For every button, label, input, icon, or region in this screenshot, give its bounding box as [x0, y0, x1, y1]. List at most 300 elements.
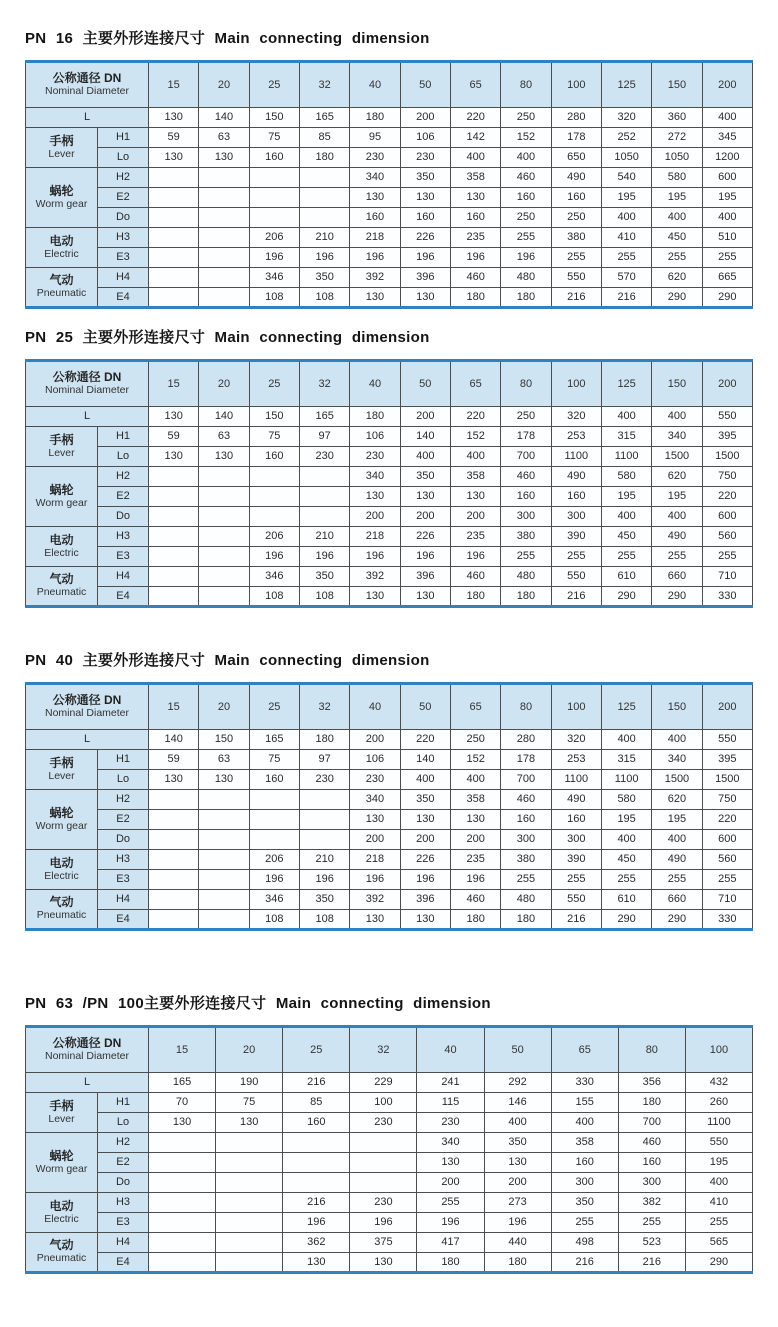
dimension-value-cell: 108 — [299, 288, 349, 308]
dimension-value-cell — [149, 850, 199, 870]
group-label-cell — [26, 890, 98, 930]
dn-column-header: 100 — [685, 1027, 752, 1073]
dimension-value-cell: 253 — [551, 427, 601, 447]
table-row-E4 — [26, 910, 753, 930]
param-label-H1: H1 — [98, 427, 149, 447]
dimension-value-cell: 356 — [618, 1073, 685, 1093]
dimension-value-cell: 230 — [350, 148, 400, 168]
dimension-value-cell: 130 — [400, 288, 450, 308]
dimension-value-cell: 410 — [685, 1193, 752, 1213]
group-label-cell — [26, 168, 98, 228]
dimension-value-cell: 700 — [501, 770, 551, 790]
dimension-value-cell: 1100 — [551, 770, 601, 790]
dimension-value-cell: 130 — [199, 770, 249, 790]
dimension-value-cell: 200 — [400, 507, 450, 527]
label-english: Lever — [48, 769, 75, 782]
dimension-value-cell: 1500 — [702, 770, 752, 790]
row-label-L: L — [26, 1073, 149, 1093]
dimension-value-cell: 130 — [450, 810, 500, 830]
dimension-value-cell — [149, 870, 199, 890]
table-row-H1 — [26, 128, 753, 148]
dimension-value-cell: 510 — [702, 228, 752, 248]
dimension-value-cell: 108 — [299, 587, 349, 607]
dimension-value-cell: 396 — [400, 268, 450, 288]
dimension-value-cell: 320 — [551, 730, 601, 750]
dimension-value-cell — [199, 527, 249, 547]
nominal-diameter-header-cell — [26, 62, 149, 108]
table-row-H2 — [26, 467, 753, 487]
dimension-value-cell: 200 — [350, 830, 400, 850]
label-english: Nominal Diameter — [44, 384, 130, 397]
dimension-value-cell: 59 — [149, 128, 199, 148]
param-label-Do: Do — [98, 208, 149, 228]
dimension-value-cell: 165 — [299, 407, 349, 427]
dimension-value-cell: 216 — [283, 1073, 350, 1093]
dimension-value-cell: 250 — [501, 208, 551, 228]
dn-column-header: 65 — [551, 1027, 618, 1073]
dimension-value-cell: 1500 — [652, 770, 702, 790]
dimension-value-cell: 346 — [249, 890, 299, 910]
label-chinese: 气动 — [49, 1238, 74, 1253]
dimension-value-cell — [199, 567, 249, 587]
param-label-H3: H3 — [98, 850, 149, 870]
dimension-value-cell: 400 — [702, 208, 752, 228]
dimension-value-cell — [249, 188, 299, 208]
dimension-value-cell — [199, 587, 249, 607]
dimension-value-cell: 665 — [702, 268, 752, 288]
dimension-value-cell: 160 — [249, 447, 299, 467]
dimension-value-cell — [149, 1213, 216, 1233]
dimension-value-cell: 450 — [652, 228, 702, 248]
dimension-value-cell: 358 — [450, 467, 500, 487]
dimension-value-cell: 382 — [618, 1193, 685, 1213]
dimension-value-cell: 196 — [350, 547, 400, 567]
dimension-value-cell: 440 — [484, 1233, 551, 1253]
dimension-value-cell: 346 — [249, 567, 299, 587]
dimension-value-cell: 358 — [450, 168, 500, 188]
dn-column-header: 150 — [652, 684, 702, 730]
dimension-value-cell: 498 — [551, 1233, 618, 1253]
dn-column-header: 150 — [652, 361, 702, 407]
label-chinese: 公称通径 DN — [52, 71, 122, 86]
dimension-value-cell: 253 — [551, 750, 601, 770]
group-label-cell — [26, 790, 98, 850]
dimension-value-cell: 450 — [601, 850, 651, 870]
dimension-value-cell — [149, 790, 199, 810]
dimension-value-cell: 130 — [350, 188, 400, 208]
dimension-value-cell: 196 — [400, 870, 450, 890]
param-label-H2: H2 — [98, 467, 149, 487]
dimension-value-cell: 160 — [350, 208, 400, 228]
dimension-value-cell: 710 — [702, 890, 752, 910]
dimension-value-cell: 255 — [501, 228, 551, 248]
label-chinese: 手柄 — [49, 1098, 74, 1113]
dimension-value-cell: 229 — [350, 1073, 417, 1093]
dimension-value-cell: 346 — [249, 268, 299, 288]
table-row-Lo — [26, 1113, 753, 1133]
dimension-value-cell — [249, 208, 299, 228]
param-label-Lo: Lo — [98, 770, 149, 790]
dimension-value-cell: 160 — [249, 148, 299, 168]
dimension-value-cell — [149, 208, 199, 228]
dimension-value-cell: 540 — [601, 168, 651, 188]
dimension-value-cell: 130 — [199, 447, 249, 467]
dimension-value-cell: 400 — [652, 507, 702, 527]
label-english: Pneumatic — [36, 287, 87, 300]
dimension-value-cell: 130 — [450, 487, 500, 507]
dimension-value-cell: 160 — [400, 208, 450, 228]
group-label-cell — [26, 850, 98, 890]
dimension-value-cell — [199, 910, 249, 930]
label-chinese: 蜗轮 — [49, 183, 74, 198]
dimension-value-cell: 280 — [551, 108, 601, 128]
dimension-value-cell — [149, 910, 199, 930]
dimension-value-cell: 432 — [685, 1073, 752, 1093]
dimension-value-cell: 340 — [417, 1133, 484, 1153]
dimension-value-cell: 160 — [551, 487, 601, 507]
param-label-E4: E4 — [98, 587, 149, 607]
label-english: Nominal Diameter — [44, 1050, 130, 1063]
dimension-value-cell: 130 — [484, 1153, 551, 1173]
dimension-value-cell: 160 — [450, 208, 500, 228]
dimension-value-cell: 300 — [551, 507, 601, 527]
table-title-pn25: PN 25 主要外形连接尺寸 Main connecting dimension — [25, 329, 430, 346]
dimension-value-cell: 490 — [551, 168, 601, 188]
table-row-E4 — [26, 1253, 753, 1273]
dimension-value-cell: 210 — [299, 527, 349, 547]
table-row-Lo — [26, 148, 753, 168]
dimension-value-cell: 180 — [501, 587, 551, 607]
param-label-E2: E2 — [98, 1153, 149, 1173]
dimension-value-cell — [149, 1193, 216, 1213]
param-label-H3: H3 — [98, 527, 149, 547]
dimension-value-cell: 200 — [400, 407, 450, 427]
dimension-value-cell — [149, 507, 199, 527]
dimension-value-cell: 315 — [601, 750, 651, 770]
dimension-value-cell — [199, 228, 249, 248]
dimension-value-cell: 570 — [601, 268, 651, 288]
label-chinese: 蜗轮 — [49, 482, 74, 497]
table-row-H2 — [26, 1133, 753, 1153]
dimension-value-cell: 130 — [400, 910, 450, 930]
dimension-value-cell — [249, 168, 299, 188]
dimension-value-cell: 290 — [601, 910, 651, 930]
dn-column-header: 25 — [249, 361, 299, 407]
dn-column-header: 15 — [149, 62, 199, 108]
dn-column-header: 20 — [199, 62, 249, 108]
dimension-value-cell: 710 — [702, 567, 752, 587]
pn16-section — [25, 30, 753, 309]
dimension-value-cell: 460 — [450, 268, 500, 288]
dimension-value-cell: 180 — [618, 1093, 685, 1113]
dimension-value-cell: 1500 — [652, 447, 702, 467]
dimension-value-cell: 565 — [685, 1233, 752, 1253]
dn-column-header: 65 — [450, 684, 500, 730]
dimension-value-cell — [199, 467, 249, 487]
table-row-E2 — [26, 487, 753, 507]
dimension-value-cell — [216, 1233, 283, 1253]
dimension-value-cell: 196 — [350, 248, 400, 268]
dimension-value-cell: 600 — [702, 168, 752, 188]
dimension-value-cell: 320 — [601, 108, 651, 128]
dimension-value-cell: 400 — [685, 1173, 752, 1193]
dimension-value-cell — [149, 168, 199, 188]
dimension-value-cell: 255 — [501, 547, 551, 567]
dimension-value-cell: 100 — [350, 1093, 417, 1113]
label-english: Nominal Diameter — [44, 85, 130, 98]
label-chinese: 公称通径 DN — [52, 370, 122, 385]
dn-column-header: 100 — [551, 62, 601, 108]
dimension-value-cell: 400 — [601, 507, 651, 527]
dimension-value-cell: 400 — [702, 108, 752, 128]
dimension-value-cell: 160 — [618, 1153, 685, 1173]
dimension-value-cell: 95 — [350, 128, 400, 148]
dimension-value-cell — [149, 547, 199, 567]
dn-column-header: 100 — [551, 361, 601, 407]
dimension-value-cell: 178 — [501, 750, 551, 770]
dimension-value-cell: 300 — [551, 1173, 618, 1193]
dimension-value-cell: 560 — [702, 850, 752, 870]
dimension-value-cell: 216 — [283, 1193, 350, 1213]
dimension-value-cell: 550 — [685, 1133, 752, 1153]
dimension-table — [25, 1025, 753, 1274]
dimension-value-cell — [199, 547, 249, 567]
dimension-value-cell: 380 — [551, 228, 601, 248]
dn-column-header: 15 — [149, 1027, 216, 1073]
pn63-pn100-section — [25, 995, 753, 1274]
dn-column-header: 40 — [350, 361, 400, 407]
dimension-value-cell: 255 — [685, 1213, 752, 1233]
param-label-H1: H1 — [98, 128, 149, 148]
label-chinese: 气动 — [49, 273, 74, 288]
dimension-value-cell: 196 — [417, 1213, 484, 1233]
dn-column-header: 40 — [417, 1027, 484, 1073]
dimension-value-cell: 330 — [702, 587, 752, 607]
dimension-value-cell: 130 — [417, 1153, 484, 1173]
dimension-value-cell: 130 — [149, 407, 199, 427]
dimension-value-cell — [199, 288, 249, 308]
dimension-value-cell: 620 — [652, 268, 702, 288]
dimension-value-cell — [199, 188, 249, 208]
dimension-value-cell: 200 — [400, 108, 450, 128]
label-english: Worm gear — [35, 496, 88, 509]
dimension-value-cell: 216 — [551, 1253, 618, 1273]
dimension-value-cell: 196 — [400, 547, 450, 567]
dimension-value-cell: 255 — [702, 547, 752, 567]
dn-column-header: 50 — [400, 684, 450, 730]
dimension-value-cell: 75 — [249, 750, 299, 770]
dn-column-header: 15 — [149, 361, 199, 407]
label-chinese: 电动 — [49, 855, 74, 870]
table-row-Do — [26, 830, 753, 850]
dimension-value-cell — [149, 527, 199, 547]
dimension-value-cell — [299, 168, 349, 188]
table-row-L — [26, 407, 753, 427]
dimension-value-cell — [199, 248, 249, 268]
dimension-value-cell: 196 — [350, 1213, 417, 1233]
label-english: Electric — [44, 247, 79, 260]
dimension-value-cell: 1500 — [702, 447, 752, 467]
dimension-value-cell: 130 — [400, 487, 450, 507]
dn-column-header: 150 — [652, 62, 702, 108]
dimension-value-cell: 460 — [618, 1133, 685, 1153]
dimension-value-cell: 108 — [249, 288, 299, 308]
table-row-E4 — [26, 288, 753, 308]
dimension-value-cell: 241 — [417, 1073, 484, 1093]
dimension-value-cell: 480 — [501, 567, 551, 587]
table-row-E3 — [26, 1213, 753, 1233]
param-label-H4: H4 — [98, 268, 149, 288]
table-row-E3 — [26, 547, 753, 567]
table-row-E4 — [26, 587, 753, 607]
dimension-value-cell: 206 — [249, 527, 299, 547]
dimension-value-cell: 210 — [299, 228, 349, 248]
dimension-value-cell: 130 — [350, 910, 400, 930]
dimension-value-cell: 195 — [601, 188, 651, 208]
dimension-value-cell: 196 — [450, 870, 500, 890]
dimension-value-cell — [299, 188, 349, 208]
dimension-value-cell: 396 — [400, 890, 450, 910]
page — [0, 30, 778, 1304]
dimension-value-cell — [249, 487, 299, 507]
param-label-E3: E3 — [98, 870, 149, 890]
param-label-H3: H3 — [98, 228, 149, 248]
dimension-value-cell: 180 — [299, 148, 349, 168]
dimension-value-cell: 1100 — [601, 770, 651, 790]
dimension-value-cell: 180 — [450, 288, 500, 308]
dimension-value-cell: 400 — [601, 208, 651, 228]
dimension-value-cell — [149, 248, 199, 268]
param-label-H1: H1 — [98, 750, 149, 770]
dimension-value-cell: 300 — [501, 507, 551, 527]
dimension-value-cell: 410 — [601, 228, 651, 248]
dimension-value-cell — [299, 487, 349, 507]
dimension-value-cell: 140 — [400, 427, 450, 447]
dimension-value-cell: 620 — [652, 790, 702, 810]
dimension-value-cell — [149, 188, 199, 208]
table-header-row — [26, 361, 753, 407]
table-title-pn16: PN 16 主要外形连接尺寸 Main connecting dimension — [25, 30, 430, 47]
dimension-value-cell: 196 — [350, 870, 400, 890]
dimension-value-cell: 250 — [501, 407, 551, 427]
dimension-value-cell — [350, 1173, 417, 1193]
label-chinese: 电动 — [49, 233, 74, 248]
dimension-value-cell: 550 — [551, 268, 601, 288]
dimension-value-cell — [149, 1173, 216, 1193]
dimension-value-cell: 200 — [450, 507, 500, 527]
dimension-value-cell: 400 — [450, 770, 500, 790]
dimension-value-cell: 130 — [216, 1113, 283, 1133]
group-label-cell — [26, 1193, 98, 1233]
dimension-value-cell: 130 — [400, 188, 450, 208]
group-label-cell — [26, 228, 98, 268]
dimension-value-cell — [299, 208, 349, 228]
dimension-value-cell: 417 — [417, 1233, 484, 1253]
param-label-Do: Do — [98, 830, 149, 850]
param-label-H2: H2 — [98, 168, 149, 188]
dimension-value-cell — [216, 1133, 283, 1153]
dimension-value-cell — [149, 810, 199, 830]
dn-column-header: 80 — [501, 361, 551, 407]
dimension-value-cell: 130 — [199, 148, 249, 168]
dimension-value-cell — [149, 1253, 216, 1273]
label-chinese: 电动 — [49, 1198, 74, 1213]
dimension-value-cell — [149, 467, 199, 487]
dimension-value-cell: 160 — [551, 188, 601, 208]
group-label-cell — [26, 1133, 98, 1193]
dimension-value-cell: 108 — [299, 910, 349, 930]
dimension-value-cell: 220 — [702, 810, 752, 830]
dn-column-header: 50 — [484, 1027, 551, 1073]
dimension-value-cell — [149, 890, 199, 910]
dimension-value-cell: 750 — [702, 790, 752, 810]
dimension-value-cell: 195 — [685, 1153, 752, 1173]
dimension-value-cell: 160 — [551, 810, 601, 830]
dimension-value-cell: 200 — [417, 1173, 484, 1193]
dimension-value-cell: 180 — [501, 910, 551, 930]
dimension-value-cell: 260 — [685, 1093, 752, 1113]
dn-column-header: 125 — [601, 684, 651, 730]
dimension-value-cell: 75 — [216, 1093, 283, 1113]
dimension-value-cell: 226 — [400, 527, 450, 547]
dimension-value-cell: 180 — [501, 288, 551, 308]
dimension-value-cell: 580 — [601, 467, 651, 487]
table-row-Lo — [26, 447, 753, 467]
table-row-H2 — [26, 168, 753, 188]
param-label-E2: E2 — [98, 188, 149, 208]
dimension-value-cell: 250 — [501, 108, 551, 128]
table-row-H4 — [26, 268, 753, 288]
dimension-value-cell — [149, 288, 199, 308]
dimension-value-cell: 216 — [551, 587, 601, 607]
dimension-value-cell: 358 — [450, 790, 500, 810]
dimension-value-cell: 490 — [652, 850, 702, 870]
dimension-value-cell: 165 — [299, 108, 349, 128]
group-label-cell — [26, 1233, 98, 1273]
label-chinese: 手柄 — [49, 755, 74, 770]
dimension-value-cell — [199, 870, 249, 890]
dimension-value-cell: 63 — [199, 750, 249, 770]
row-label-L: L — [26, 407, 149, 427]
dn-column-header: 65 — [450, 62, 500, 108]
param-label-H1: H1 — [98, 1093, 149, 1113]
dimension-value-cell: 152 — [501, 128, 551, 148]
row-label-L: L — [26, 108, 149, 128]
table-row-H3 — [26, 1193, 753, 1213]
dimension-value-cell: 230 — [299, 770, 349, 790]
dimension-value-cell — [149, 228, 199, 248]
dimension-value-cell: 106 — [350, 427, 400, 447]
label-english: Lever — [48, 147, 75, 160]
group-label-cell — [26, 427, 98, 467]
dimension-value-cell: 700 — [618, 1113, 685, 1133]
dimension-value-cell: 1050 — [601, 148, 651, 168]
dimension-value-cell: 273 — [484, 1193, 551, 1213]
dimension-value-cell: 70 — [149, 1093, 216, 1113]
dimension-value-cell: 292 — [484, 1073, 551, 1093]
dimension-value-cell: 400 — [450, 148, 500, 168]
table-row-L — [26, 730, 753, 750]
dimension-value-cell: 180 — [417, 1253, 484, 1273]
param-label-E2: E2 — [98, 810, 149, 830]
dimension-value-cell: 750 — [702, 467, 752, 487]
label-english: Electric — [44, 546, 79, 559]
dimension-value-cell: 140 — [400, 750, 450, 770]
dimension-value-cell: 216 — [601, 288, 651, 308]
label-english: Lever — [48, 1112, 75, 1125]
nominal-diameter-header-cell — [26, 684, 149, 730]
table-row-Do — [26, 507, 753, 527]
